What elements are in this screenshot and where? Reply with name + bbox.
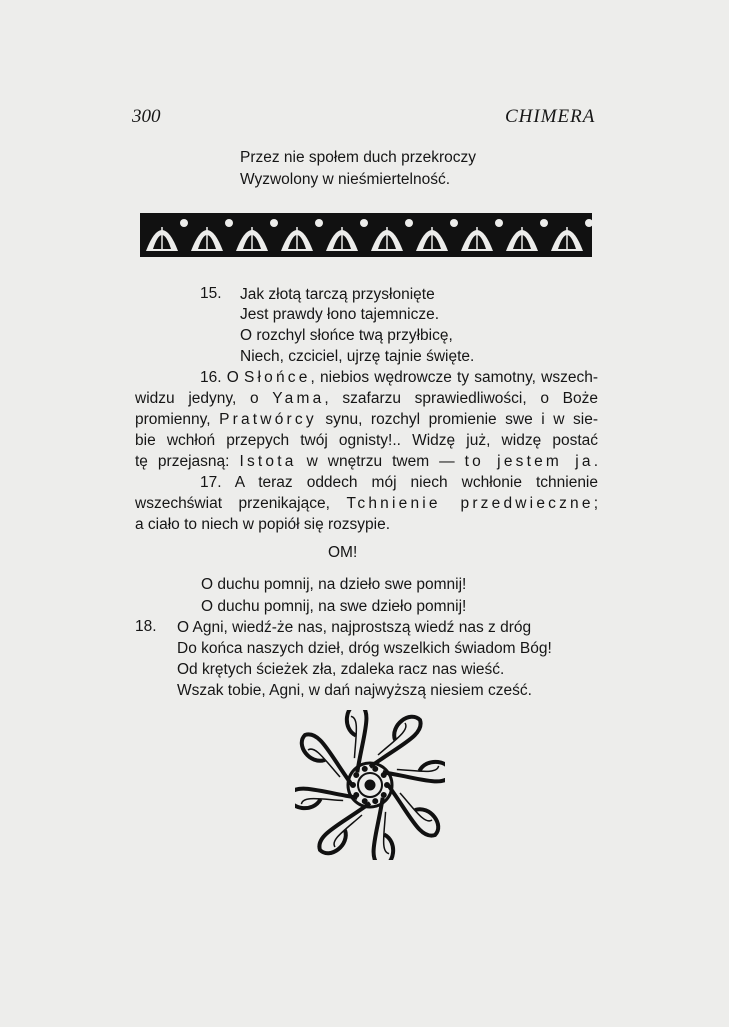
refrain-line: O duchu pomnij, na swe dzieło pomnij! (201, 598, 467, 615)
prose-line (200, 473, 598, 493)
text-segment: synu, rozchyl promienie swe i w sie- (316, 411, 598, 428)
verse-line: Przez nie społem duch przekroczy (240, 149, 477, 166)
text-segment: A teraz oddech mój niech wchłonie tchnienie (234, 474, 598, 491)
paragraph-number: 17. (200, 474, 235, 491)
ornamental-band (140, 213, 592, 257)
verse-line: O Agni, wiedź-że nas, najprostszą wiedź nas z dróg (177, 619, 532, 636)
verse-line: Niech, czciciel, ujrzę tajnie święte. (240, 348, 475, 365)
prose-line (135, 515, 598, 535)
spaced-emphasis: Yama (272, 390, 325, 407)
text-segment: tę przejasną: (135, 453, 240, 470)
om-heading: OM! (328, 544, 358, 561)
paragraph-number: 16. (200, 369, 227, 386)
spaced-emphasis: Słońce (243, 369, 311, 386)
text-segment: ; (593, 495, 598, 512)
verse-line: Od krętych ścieżek zła, zdaleka racz nas wieść. (177, 661, 505, 678)
spaced-emphasis: Istota (239, 453, 297, 470)
text-segment: w wnętrzu twem — (296, 453, 465, 470)
spaced-emphasis: Pratwórcy (219, 411, 317, 428)
text-segment: O (226, 369, 244, 386)
verse-line: Wyzwolony w nieśmiertelność. (240, 171, 451, 188)
text-segment: a ciało to niech w popiół się rozsypie. (135, 516, 391, 533)
text-segment: bie wchłoń przepych twój ognisty!.. Widzę już, widzę postać (135, 432, 598, 449)
verse-line: Wszak tobie, Agni, w dań najwyższą niesiem cześć. (177, 682, 532, 699)
prose-line (135, 389, 598, 409)
running-head: CHIMERA (505, 106, 596, 127)
rosette-ornament (295, 710, 445, 860)
spaced-emphasis: Tchnienie przedwieczne (346, 495, 594, 512)
verse-line: O rozchyl słońce twą przyłbicę, (240, 327, 453, 344)
text-segment: , szafarzu sprawiedliwości, o Boże (324, 390, 598, 407)
prose-line (135, 452, 598, 472)
verse-line: Do końca naszych dzieł, dróg wszelkich świadom Bóg! (177, 640, 552, 657)
text-segment: wszechświat przenikające, (135, 495, 347, 512)
prose-line (135, 431, 598, 451)
prose-line (135, 410, 598, 430)
spaced-emphasis: to jestem ja (464, 453, 594, 470)
text-segment: widzu jedyny, o (135, 390, 273, 407)
text-segment: , niebios wędrowcze ty samotny, wszech- (310, 369, 598, 386)
prose-line (135, 494, 598, 514)
page-number: 300 (132, 106, 161, 127)
verse-line: Jest prawdy łono tajemnicze. (240, 306, 440, 323)
verse-line: Jak złotą tarczą przysłonięte (240, 286, 435, 303)
stanza-number: 18. (135, 618, 157, 635)
refrain-line: O duchu pomnij, na dzieło swe pomnij! (201, 576, 467, 593)
stanza-number: 15. (200, 285, 222, 302)
prose-line (200, 368, 598, 388)
text-segment: promienny, (135, 411, 220, 428)
text-segment: . (593, 453, 599, 470)
